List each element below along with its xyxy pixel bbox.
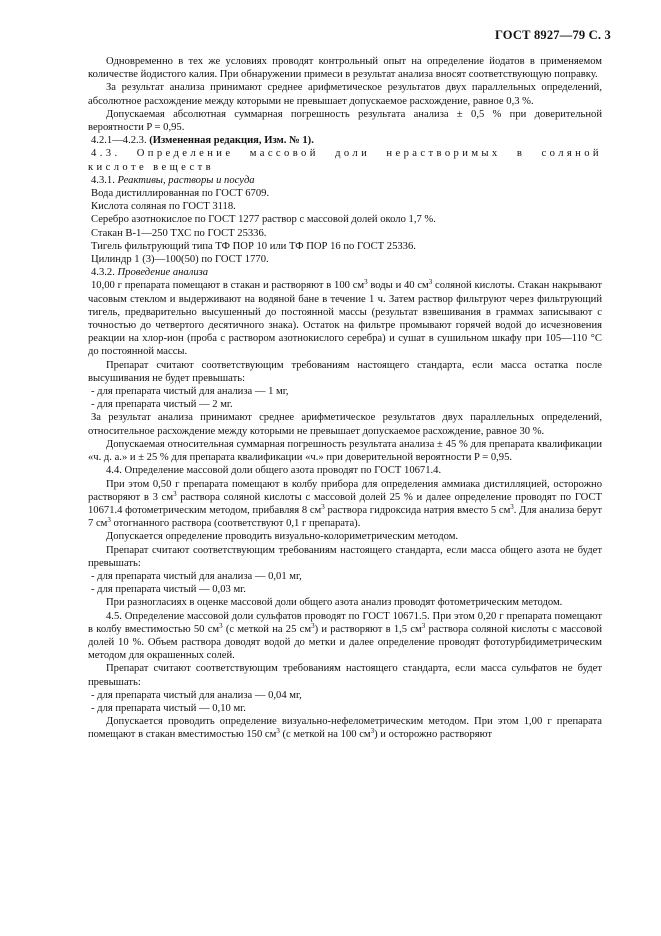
- superscript: 3: [428, 278, 433, 287]
- text-run: (с меткой на 25 см: [222, 623, 312, 635]
- paragraph: [88, 478, 602, 531]
- superscript: 3: [364, 278, 368, 287]
- clause-number: 4.3.1.: [91, 174, 115, 186]
- paragraph: [88, 279, 602, 358]
- list-item: - для препарата чистый для анализа — 0,04 мг,: [91, 689, 302, 701]
- list-item: - для препарата чистый — 0,03 мг.: [91, 584, 246, 596]
- superscript: 3: [219, 621, 223, 630]
- list-item: Цилиндр 1 (3)—100(50) по ГОСТ 1770.: [91, 254, 269, 266]
- text-run: Допускается проводить определение визуально-нефелометрическим методом. При этом 1,00 г препарата помещают в стакан вместимостью 150 см: [88, 716, 602, 741]
- list-item: - для препарата чистый — 2 мг.: [91, 399, 233, 411]
- superscript: 3: [107, 516, 111, 525]
- text-run: 10,00 г препарата помещают в стакан и растворяют в 100 см: [91, 280, 365, 292]
- paragraph: [88, 134, 602, 147]
- text-run: ) и осторожно растворяют: [374, 729, 493, 741]
- text-run: 4.5. Определение массовой доли сульфатов проводят по ГОСТ 10671.5. При этом 0,20 г препарата помещают в колбу вместимостью 50 см: [88, 610, 602, 635]
- document-body: [88, 55, 602, 742]
- list-item: - для препарата чистый для анализа — 1 мг,: [91, 386, 289, 398]
- text-run: ) и растворяют в 1,5 см: [314, 623, 422, 635]
- superscript: 3: [370, 727, 375, 736]
- paragraph: Одновременно в тех же условиях проводят контрольный опыт на определение йодатов в применяемом количестве йодистого калия. При обнаружении примеси в результат анализа вносят соответствующую поправку.: [88, 56, 602, 81]
- text-run: раствора соляной кислоты с массовой долей 10 %. Объем раствора доводят водой до метки и далее определение проводят фототурбидиметрическим методом для окрашенных солей.: [88, 623, 602, 662]
- paragraph: Допускается определение проводить визуально-колориметрическим методом.: [106, 531, 459, 543]
- text-run: При этом 0,50 г препарата помещают в колбу прибора для определения аммиака дистилляцией, осторожно растворяют в 3 см: [88, 478, 602, 503]
- paragraph: При разногласиях в оценке массовой доли общего азота анализ проводят фотометрическим методом.: [106, 597, 563, 609]
- text-run: воды и 40 см: [367, 280, 429, 292]
- amendment-note: (Измененная редакция, Изм. № 1).: [149, 135, 314, 147]
- list-item: Кислота соляная по ГОСТ 3118.: [91, 201, 236, 213]
- list-item: Вода дистиллированная по ГОСТ 6709.: [91, 188, 270, 200]
- paragraph: Допускаемая относительная суммарная погрешность результата анализа ± 45 % для препарата квалификации «ч. д. а.» и ± 25 % для препарата квалификации «ч.» при доверительной вероятности P = 0,95.: [88, 438, 602, 464]
- list-item: - для препарата чистый — 0,10 мг.: [91, 702, 246, 714]
- superscript: 3: [421, 621, 426, 630]
- paragraph: Препарат считают соответствующим требованиям настоящего стандарта, если масса общего азота не будет превышать:: [88, 544, 602, 569]
- text-run: (с меткой на 100 см: [279, 729, 371, 741]
- superscript: 3: [311, 621, 315, 630]
- clause-number: 4.3.2.: [91, 267, 115, 279]
- superscript: 3: [276, 727, 280, 736]
- clause-title: Реактивы, растворы и посуда: [117, 174, 255, 186]
- text-run: соляной кислоты. Стакан накрывают часовым стеклом и выдерживают на водяной бане в течение 1 ч. Затем раствор фильтруют через фильтрующий тигель, предварительно высушенный до постоянной массы (результат взвешивания в граммах записывают с точностью до четвертого десятичного знака). Остаток на фильтре промывают горячей водой до исчезновения реакции на хлор-ион (проба с раствором азотнокислого серебра) и сушат в сушильном шкафу при 105—110 °С до постоянной массы.: [88, 280, 602, 358]
- superscript: 3: [321, 502, 325, 511]
- text-run: . Для анализа берут 7 см: [88, 504, 602, 530]
- clause-number: 4.2.1—4.2.3.: [91, 135, 147, 147]
- page-header: ГОСТ 8927—79 С. 3: [494, 28, 611, 42]
- text-run: раствора гидроксида натрия вместо 5 см: [324, 504, 511, 516]
- text-run: раствора соляной кислоты с массовой долей 25 % и далее определение проводят по ГОСТ 10671.4 фотометрическим методом, прибавляя 8 см: [88, 491, 602, 516]
- paragraph: Препарат считают соответствующим требованиям настоящего стандарта, если масса остатка после высушивания не будет превышать:: [88, 359, 602, 384]
- section-heading: 4.3. Определение массовой доли нерастворимых в соляной кислоте веществ: [88, 148, 602, 173]
- list-item: Серебро азотнокислое по ГОСТ 1277 раствор с массовой долей около 1,7 %.: [91, 214, 436, 226]
- paragraph: Допускаемая абсолютная суммарная погрешность результата анализа ± 0,5 % при доверительной вероятности P = 0,95.: [88, 108, 602, 134]
- paragraph: 4.4. Определение массовой доли общего азота проводят по ГОСТ 10671.4.: [106, 465, 442, 477]
- paragraph: [88, 610, 602, 663]
- list-item: - для препарата чистый для анализа — 0,01 мг,: [91, 570, 302, 582]
- list-item: Тигель фильтрующий типа ТФ ПОР 10 или ТФ ПОР 16 по ГОСТ 25336.: [91, 240, 416, 252]
- paragraph: За результат анализа принимают среднее арифметическое результатов двух параллельных определений, относительное расхождение между которыми не превышает допускаемое расхождение, равное 30 %.: [88, 412, 602, 437]
- paragraph: [88, 174, 602, 187]
- superscript: 3: [510, 502, 514, 511]
- paragraph: Препарат считают соответствующим требованиям настоящего стандарта, если масса сульфатов не будет превышать:: [88, 663, 602, 688]
- list-item: Стакан В-1—250 ТХС по ГОСТ 25336.: [91, 227, 267, 239]
- paragraph: [88, 715, 602, 741]
- paragraph: За результат анализа принимают среднее арифметическое результатов двух параллельных определений, абсолютное расхождение между которыми не превышает допускаемое расхождение, равное 0,3 %.: [88, 82, 602, 107]
- clause-title: Проведение анализа: [117, 267, 209, 279]
- paragraph: [88, 266, 602, 279]
- superscript: 3: [173, 489, 177, 498]
- text-run: отогнанного раствора (соответствуют 0,1 г препарата).: [110, 518, 361, 530]
